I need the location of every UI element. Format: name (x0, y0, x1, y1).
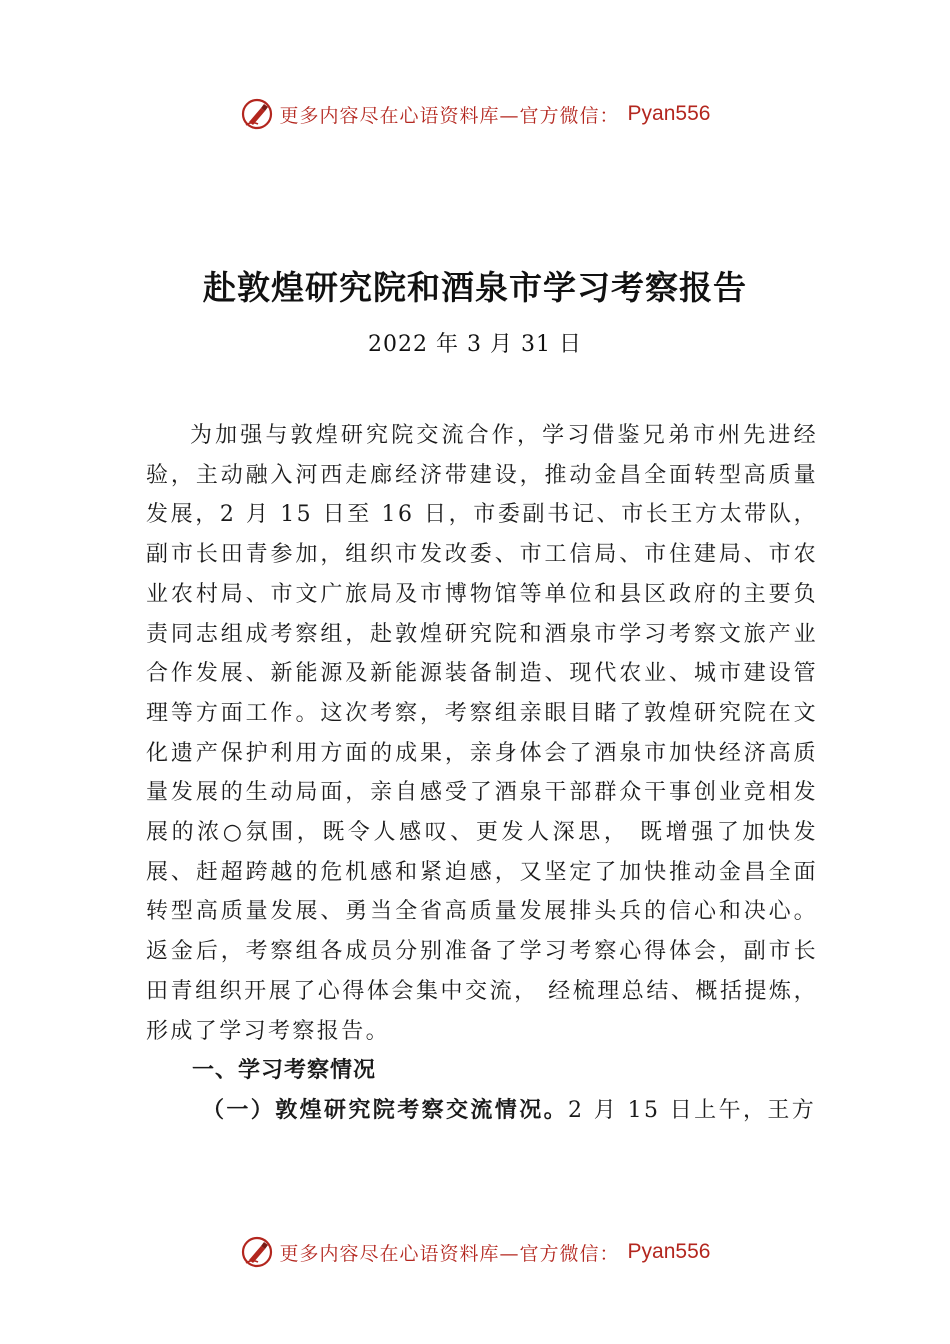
watermark-footer (0, 1232, 950, 1272)
subsection-paragraph (146, 1091, 818, 1131)
watermark-text: 更多内容尽在心语资料库—官方微信： (279, 104, 620, 127)
pen-circle-logo-icon (240, 1235, 274, 1269)
watermark-text: 更多内容尽在心语资料库—官方微信： (279, 1242, 620, 1265)
intro-paragraph: 为加强与敦煌研究院交流合作，学习借鉴兄弟市州先进经验，主动融入河西走廊经济带建设，推动金昌全面转型高质量发展，2 月 15 日至 16 日，市委副书记、市长王方太带队，副市长田青参加，组织市发改委、市工信局、市住建局、市农业农村局、市文广旅局及市博物馆等单位和县区政府的主要负责同志组成考察组，赴敦煌研究院和酒泉市学习考察文旅产业合作发展、新能源及新能源装备制造、现代农业、城市建设管理等方面工作。这次考察，考察组亲眼目睹了敦煌研究院在文化遗产保护利用方面的成果，亲身体会了酒泉市加快经济高质量发展的生动局面，亲自感受了酒泉干部群众干事创业竞相发展的浓○氛围，既令人感叹、更发人深思， 既增强了加快发展、赶超跨越的危机感和紧迫感，又坚定了加快推动金昌全面转型高质量发展、勇当全省高质量发展排头兵的信心和决心。返金后，考察组各成员分别准备了学习考察心得体会，副市长田青组织开展了心得体会集中交流， 经梳理总结、概括提炼，形成了学习考察报告。 (146, 423, 818, 1044)
subsection-text: 2 月 15 日上午，王方 (568, 1097, 817, 1123)
page-title: 赴敦煌研究院和酒泉市学习考察报告 (203, 268, 747, 307)
subsection-heading: （一）敦煌研究院考察交流情况。 (202, 1096, 569, 1123)
pen-circle-logo-icon (240, 97, 274, 131)
section-heading: 一、学习考察情况 (192, 1058, 377, 1084)
watermark-account: Pyan556 (627, 102, 711, 125)
document-date: 2022 年 3 月 31 日 (368, 332, 582, 357)
document-body (146, 416, 818, 1131)
watermark-header (0, 94, 950, 134)
watermark-account: Pyan556 (627, 1240, 711, 1263)
